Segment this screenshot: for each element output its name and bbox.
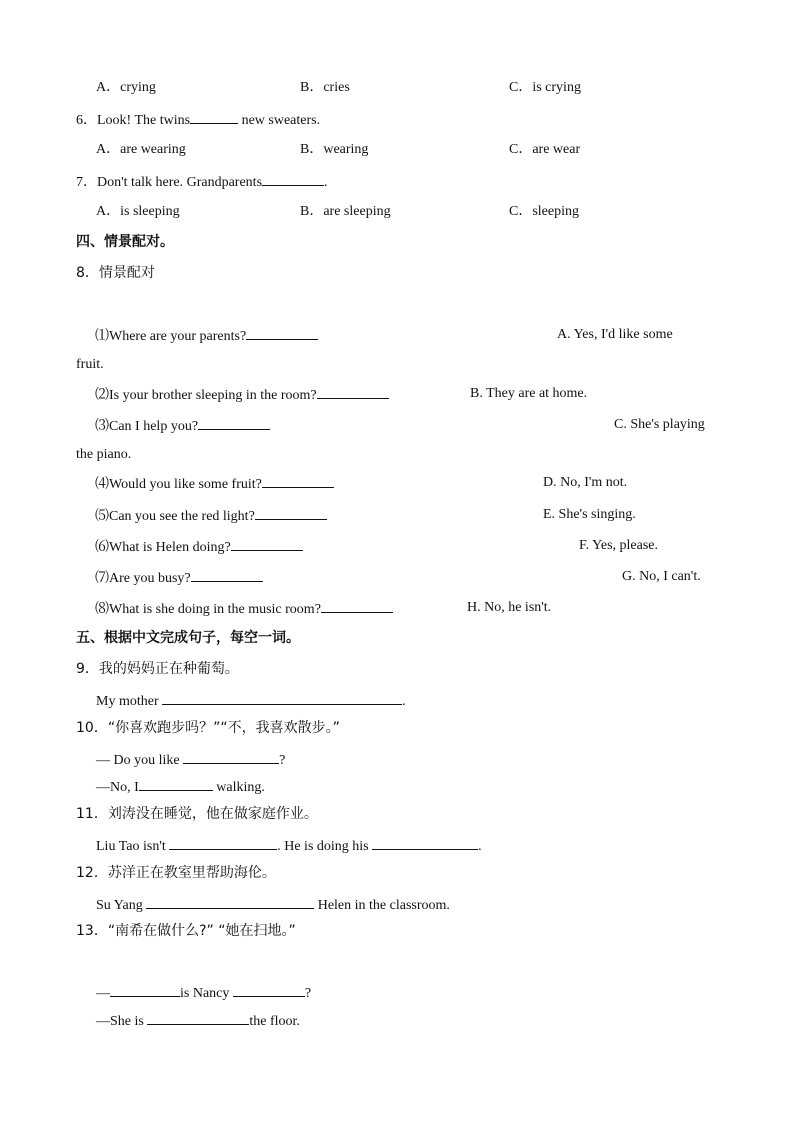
q11-prompt: 11．刘涛没在睡觉，他在做家庭作业。 — [76, 806, 318, 822]
q8-blank-2[interactable] — [317, 385, 389, 399]
q8-blank-5[interactable] — [255, 506, 327, 520]
q7-option-c: C．sleeping — [509, 204, 579, 219]
q9-line-post: . — [402, 694, 406, 709]
q10-line2-post: walking. — [212, 780, 265, 795]
q8-item-6 — [95, 537, 303, 557]
q8-question-4: ⑷Would you like some fruit? — [95, 477, 262, 492]
q8-answer-e: E. She's singing. — [543, 507, 636, 522]
q8-item-3 — [95, 416, 270, 436]
q8-item-7 — [95, 568, 263, 588]
q10-line-1 — [96, 750, 285, 770]
section5-title: 五、根据中文完成句子，每空一词。 — [76, 630, 300, 646]
q8-answer-a-wrap: fruit. — [76, 357, 104, 372]
q11-answer-line — [96, 836, 482, 856]
q10-blank-2[interactable] — [139, 777, 213, 791]
q9-prompt: 9．我的妈妈正在种葡萄。 — [76, 661, 239, 677]
q8-item-5 — [95, 506, 327, 526]
q13-prompt: 13．“南希在做什么?” “她在扫地。” — [76, 923, 296, 939]
q8-question-8: ⑻What is she doing in the music room? — [95, 602, 321, 617]
q11-line-post: . — [478, 839, 482, 854]
q13-line2-post: the floor. — [249, 1014, 300, 1029]
q6-number: 6． — [76, 113, 97, 128]
q10-prompt: 10．“你喜欢跑步吗？”“不，我喜欢散步。” — [76, 720, 340, 736]
q8-blank-3[interactable] — [198, 416, 270, 430]
q13-line-1 — [96, 983, 311, 1003]
q6-text-post: new sweaters. — [238, 113, 321, 128]
q9-blank[interactable] — [162, 691, 402, 705]
q8-item-8 — [95, 599, 393, 619]
q8-question-7: ⑺Are you busy? — [95, 571, 191, 586]
q11-line-mid: . He is doing his — [277, 839, 373, 854]
q8-question-2: ⑵Is your brother sleeping in the room? — [95, 388, 317, 403]
q13-line2-pre: —She is — [96, 1014, 148, 1029]
q8-item-1 — [95, 326, 318, 346]
q8-answer-a: A. Yes, I'd like some — [557, 327, 673, 342]
q12-line-post: Helen in the classroom. — [314, 898, 450, 913]
q7-question — [76, 172, 328, 192]
q10-line2-pre: —No, I — [96, 780, 139, 795]
q7-blank[interactable] — [262, 172, 324, 186]
q5-option-a: A．crying — [96, 80, 156, 95]
q12-line-pre: Su Yang — [96, 898, 147, 913]
q7-option-b: B．are sleeping — [300, 204, 391, 219]
q13-line1-post: ? — [304, 986, 312, 1001]
q13-line1-pre: — — [96, 986, 110, 1001]
q11-blank-2[interactable] — [372, 836, 478, 850]
q10-line-2 — [96, 777, 265, 797]
section4-title: 四、情景配对。 — [76, 234, 174, 250]
q9-line-pre: My mother — [96, 694, 163, 709]
q13-blank-3[interactable] — [147, 1011, 249, 1025]
q5-option-c: C．is crying — [509, 80, 581, 95]
q8-question-1: ⑴Where are your parents? — [95, 329, 247, 344]
q8-question-3: ⑶Can I help you? — [95, 419, 199, 434]
q6-option-a: A．are wearing — [96, 142, 186, 157]
q8-answer-d: D. No, I'm not. — [543, 475, 628, 490]
q8-title: 8．情景配对 — [76, 265, 155, 281]
q6-question — [76, 110, 320, 130]
q7-text-pre: Don't talk here. Grandparents — [97, 175, 263, 190]
q8-answer-b: B. They are at home. — [470, 386, 588, 401]
q8-question-6: ⑹What is Helen doing? — [95, 540, 231, 555]
q12-prompt: 12．苏洋正在教室里帮助海伦。 — [76, 865, 276, 881]
q13-line-2 — [96, 1011, 300, 1031]
q8-blank-7[interactable] — [191, 568, 263, 582]
q12-blank[interactable] — [146, 895, 314, 909]
q9-answer-line — [96, 691, 406, 711]
q11-line-pre: Liu Tao isn't — [96, 839, 170, 854]
q8-item-4 — [95, 474, 334, 494]
q10-line1-pre: — Do you like — [96, 753, 184, 768]
q13-line1-mid: is Nancy — [180, 986, 233, 1001]
q6-blank[interactable] — [190, 110, 238, 124]
q8-blank-6[interactable] — [231, 537, 303, 551]
q10-line1-post: ? — [279, 753, 286, 768]
q8-blank-4[interactable] — [262, 474, 334, 488]
q8-answer-f: F. Yes, please. — [579, 538, 658, 553]
q7-number: 7． — [76, 175, 97, 190]
q6-text-pre: Look! The twins — [97, 113, 191, 128]
q5-option-b: B．cries — [300, 80, 350, 95]
q13-blank-2[interactable] — [233, 983, 305, 997]
q7-text-post: . — [324, 175, 328, 190]
q8-answer-g: G. No, I can't. — [622, 569, 701, 584]
q6-option-c: C．are wear — [509, 142, 581, 157]
q8-answer-c-wrap: the piano. — [76, 447, 132, 462]
q8-answer-h: H. No, he isn't. — [467, 600, 552, 615]
q12-answer-line — [96, 895, 450, 915]
q8-blank-8[interactable] — [321, 599, 393, 613]
q11-blank-1[interactable] — [169, 836, 277, 850]
q7-option-a: A．is sleeping — [96, 204, 180, 219]
q8-answer-c: C. She's playing — [614, 417, 705, 432]
q13-blank-1[interactable] — [110, 983, 180, 997]
q8-blank-1[interactable] — [246, 326, 318, 340]
q10-blank-1[interactable] — [183, 750, 279, 764]
q8-question-5: ⑸Can you see the red light? — [95, 509, 255, 524]
q6-option-b: B．wearing — [300, 142, 369, 157]
q8-item-2 — [95, 385, 389, 405]
